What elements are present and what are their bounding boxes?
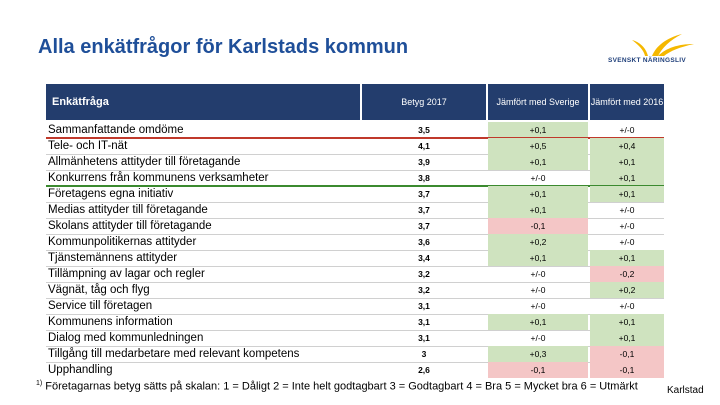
- question-label: Sammanfattande omdöme: [48, 124, 184, 136]
- question-label: Upphandling: [48, 364, 113, 376]
- score-value: 3,7: [418, 205, 430, 215]
- score-value: 3,7: [418, 189, 430, 199]
- score-value: 3,9: [418, 157, 430, 167]
- vs-2016-value: +/-0: [619, 205, 635, 215]
- vs-2016-value: +0,1: [590, 250, 664, 266]
- vs-2016-value: -0,1: [590, 362, 664, 378]
- score-value: 3,2: [418, 269, 430, 279]
- question-label: Tillämpning av lagar och regler: [48, 268, 205, 280]
- vs-2016-value: +0,1: [590, 330, 664, 346]
- vs-2016-value: +0,4: [590, 138, 664, 154]
- vs-2016-value: +/-0: [619, 237, 635, 247]
- footnote-text: Företagarnas betyg sätts på skalan: 1 = Dåligt 2 = Inte helt godtagbart 3 = Godtagbart 4 = Bra 5 = Mycket bra 6 = Utmärkt: [45, 380, 638, 393]
- score-value: 4,1: [418, 141, 430, 151]
- score-value: 3,1: [418, 317, 430, 327]
- question-label: Vägnät, tåg och flyg: [48, 284, 150, 296]
- table-row: [46, 266, 664, 282]
- table-row: [46, 282, 664, 298]
- question-label: Tele- och IT-nät: [48, 140, 128, 152]
- table-row: [46, 154, 664, 170]
- table-row: [46, 346, 664, 362]
- table-row: [46, 186, 664, 202]
- table-row: [46, 234, 664, 250]
- table-row: [46, 314, 664, 330]
- vs-2016-value: +/-0: [619, 221, 635, 231]
- score-value: 3,8: [418, 173, 430, 183]
- table-row: [46, 298, 664, 314]
- table-row: [46, 170, 664, 186]
- table-row: [46, 362, 664, 378]
- score-value: 3,1: [418, 301, 430, 311]
- column-header-vs-2016: Jämfört med 2016: [590, 84, 664, 120]
- question-label: Skolans attityder till företagande: [48, 220, 212, 232]
- vs-sweden-value: +0,1: [488, 154, 588, 170]
- vs-2016-value: -0,2: [590, 266, 664, 282]
- table-row: [46, 218, 664, 234]
- vs-sweden-value: +0,3: [488, 346, 588, 362]
- question-label: Kommunpolitikernas attityder: [48, 236, 197, 248]
- score-value: 3,4: [418, 253, 430, 263]
- question-label: Konkurrens från kommunens verksamheter: [48, 172, 269, 184]
- vs-sweden-value: +/-0: [530, 173, 546, 183]
- vs-2016-value: +0,1: [590, 170, 664, 186]
- score-value: 3: [421, 349, 427, 359]
- score-value: 3,5: [418, 125, 430, 135]
- vs-sweden-value: +/-0: [530, 333, 546, 343]
- table-row: [46, 138, 664, 154]
- vs-sweden-value: +/-0: [530, 269, 546, 279]
- score-value: 3,7: [418, 221, 430, 231]
- vs-2016-value: +0,1: [590, 314, 664, 330]
- footnote-marker: 1): [36, 380, 43, 387]
- vs-sweden-value: -0,1: [488, 218, 588, 234]
- vs-sweden-value: +0,1: [488, 314, 588, 330]
- vs-2016-value: +0,2: [590, 282, 664, 298]
- question-label: Service till företagen: [48, 300, 153, 312]
- table-row: [46, 202, 664, 218]
- vs-sweden-value: +0,1: [488, 186, 588, 202]
- question-label: Allmänhetens attityder till företagande: [48, 156, 241, 168]
- footnote: [36, 380, 638, 393]
- question-label: Dialog med kommunledningen: [48, 332, 204, 344]
- vs-2016-value: +/-0: [619, 125, 635, 135]
- vs-sweden-value: +0,1: [488, 122, 588, 138]
- bird-logo-icon: [604, 30, 704, 58]
- question-label: Tillgång till medarbetare med relevant kompetens: [48, 348, 300, 360]
- logo-text: SVENSKT NÄRINGSLIV: [608, 57, 686, 64]
- vs-2016-value: +/-0: [619, 301, 635, 311]
- question-label: Kommunens information: [48, 316, 173, 328]
- column-header-question: Enkätfråga: [46, 84, 360, 120]
- vs-sweden-value: +0,5: [488, 138, 588, 154]
- score-value: 3,6: [418, 237, 430, 247]
- score-value: 3,2: [418, 285, 430, 295]
- table-row: [46, 250, 664, 266]
- question-label: Medias attityder till företagande: [48, 204, 208, 216]
- municipality-label: Karlstad: [667, 385, 704, 396]
- score-value: 2,6: [418, 365, 430, 375]
- vs-sweden-value: +0,1: [488, 250, 588, 266]
- vs-sweden-value: +0,1: [488, 202, 588, 218]
- table-row: [46, 122, 664, 138]
- svenskt-naringsliv-logo: [604, 30, 704, 70]
- page-title: Alla enkätfrågor för Karlstads kommun: [38, 36, 409, 58]
- vs-2016-value: +0,1: [590, 186, 664, 202]
- column-header-score: Betyg 2017: [362, 84, 486, 120]
- vs-sweden-value: +0,2: [488, 234, 588, 250]
- score-value: 3,1: [418, 333, 430, 343]
- vs-2016-value: +0,1: [590, 154, 664, 170]
- vs-sweden-value: +/-0: [530, 285, 546, 295]
- column-header-vs-sweden: Jämfört med Sverige: [488, 84, 588, 120]
- question-label: Tjänstemännens attityder: [48, 252, 178, 264]
- table-row: [46, 330, 664, 346]
- question-label: Företagens egna initiativ: [48, 188, 174, 200]
- vs-sweden-value: +/-0: [530, 301, 546, 311]
- vs-2016-value: -0,1: [590, 346, 664, 362]
- vs-sweden-value: -0,1: [488, 362, 588, 378]
